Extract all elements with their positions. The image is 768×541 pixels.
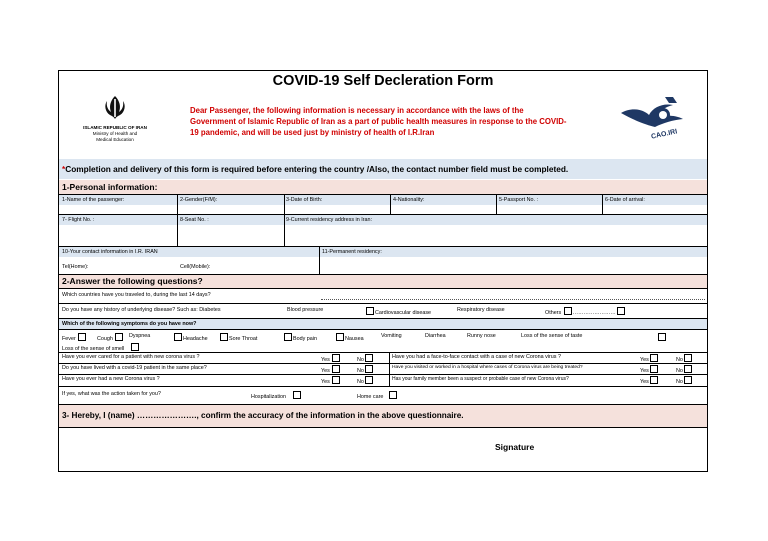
q-face-contact: Have you had a face-to-face contact with a case of new Corona virus ?: [392, 354, 561, 360]
checkbox[interactable]: [684, 365, 692, 373]
no-label: No: [676, 368, 683, 374]
symptom-vomiting[interactable]: [381, 333, 402, 339]
signature-label: Signature: [495, 442, 535, 452]
yes-option[interactable]: [321, 365, 341, 374]
checkbox[interactable]: [650, 376, 658, 384]
no-label: No: [357, 357, 364, 363]
symptom-label: Runny nose: [467, 333, 496, 339]
cell-divider: [177, 215, 178, 246]
checkbox[interactable]: [336, 333, 344, 341]
required-notice-band: [59, 159, 707, 179]
yes-option[interactable]: [640, 365, 659, 374]
checkbox[interactable]: [78, 333, 86, 341]
symptoms-header: Which of the following symptoms do you have now?: [62, 321, 197, 327]
cell-divider: [389, 353, 390, 387]
checkbox[interactable]: [332, 365, 340, 373]
yes-label: Yes: [321, 379, 330, 385]
disease-others[interactable]: [545, 307, 626, 316]
symptom-nausea[interactable]: [335, 333, 364, 342]
checkbox[interactable]: [332, 376, 340, 384]
section1-title: 1-Personal information:: [62, 182, 158, 192]
countries-answer-line[interactable]: [321, 299, 705, 300]
cell-divider: [284, 215, 285, 246]
no-label: No: [676, 357, 683, 363]
cao-label: CAO.IRI: [650, 128, 678, 141]
section2-title: 2-Answer the following questions?: [62, 276, 203, 286]
home-care-option[interactable]: [357, 391, 398, 400]
cell-divider: [602, 195, 603, 214]
symptom-fever[interactable]: [62, 333, 87, 342]
symptom-label: Loss of the sense of taste: [521, 333, 583, 339]
required-star: *: [62, 164, 66, 174]
cell-divider: [319, 247, 320, 274]
no-option[interactable]: [357, 376, 374, 385]
symptom-label: Cough: [97, 336, 113, 342]
checkbox[interactable]: [389, 391, 397, 399]
q-had-corona: Have you ever had a new Corona virus ?: [62, 376, 160, 382]
yes-option[interactable]: [321, 354, 341, 363]
contact-label: 10-Your contact information in I.R. IRAN: [62, 249, 158, 255]
flight-label: 7- Flight No. :: [62, 217, 95, 223]
checkbox[interactable]: [284, 333, 292, 341]
yes-label: Yes: [640, 368, 649, 374]
yes-label: Yes: [640, 357, 649, 363]
checkbox[interactable]: [617, 307, 625, 315]
checkbox[interactable]: [650, 354, 658, 362]
no-label: No: [676, 379, 683, 385]
cell-divider: [177, 195, 178, 214]
symptom-smell[interactable]: [62, 343, 140, 352]
emblem-line-3: Medical Education: [96, 137, 134, 142]
passenger-notice: Dear Passenger, the following information is necessary in accordance with the laws of the Government of Islamic Republic of Iran as a part of public health measures in response to the COVID-19 pandemic, and will be used just by ministry of health of I.R.Iran: [190, 106, 567, 137]
yes-option[interactable]: [321, 376, 341, 385]
checkbox[interactable]: [293, 391, 301, 399]
symptom-label: Sore Throat: [229, 336, 258, 342]
section2-band: [59, 275, 707, 288]
divider: [59, 386, 707, 387]
divider: [59, 352, 707, 353]
q-hospital: Have you visited or worked in a hospital where cases of Corona virus are being treated?: [392, 365, 583, 370]
nationality-label: 4-Nationality:: [393, 197, 425, 203]
symptom-taste[interactable]: [521, 333, 582, 339]
required-notice: [62, 164, 568, 174]
no-label: No: [357, 368, 364, 374]
home-care-label: Home care: [357, 394, 384, 400]
others-dots: ……………………: [572, 310, 616, 316]
section3-band: [59, 405, 707, 427]
address-label: 9-Current residency address in Iran:: [286, 217, 372, 223]
disease-label: Respiratory disease: [457, 307, 505, 313]
q-lived-patient: Do you have lived with a covid-19 patient in the same place?: [62, 365, 207, 371]
section1-band: [59, 180, 707, 194]
checkbox[interactable]: [365, 354, 373, 362]
hospitalization-label: Hospitalization: [251, 394, 287, 400]
disease-blood-pressure[interactable]: [287, 307, 323, 313]
yes-label: Yes: [321, 357, 330, 363]
checkbox[interactable]: [658, 333, 666, 341]
no-option[interactable]: [676, 354, 693, 363]
disease-label: Cardiovascular disease: [375, 310, 432, 316]
symptom-label: Body pain: [293, 336, 317, 342]
divider: [59, 288, 707, 289]
covid-form: [58, 70, 708, 472]
disease-cardiovascular[interactable]: [365, 307, 431, 316]
gender-label: 2-Gender(F/M):: [180, 197, 218, 203]
yes-label: Yes: [640, 379, 649, 385]
q-countries: Which countries have you traveled to, during the last 14 days?: [62, 292, 211, 298]
cell-divider: [496, 195, 497, 214]
no-option[interactable]: [357, 354, 374, 363]
symptom-sore-throat[interactable]: [219, 333, 257, 342]
checkbox[interactable]: [131, 343, 139, 351]
checkbox[interactable]: [366, 307, 374, 315]
symptom-label: Headache: [183, 336, 208, 342]
symptom-headache[interactable]: [173, 333, 208, 342]
symptom-label: Dyspnea: [129, 333, 151, 339]
no-option[interactable]: [357, 365, 374, 374]
symptom-runny-nose[interactable]: [467, 333, 496, 339]
checkbox[interactable]: [220, 333, 228, 341]
divider: [59, 329, 707, 330]
emblem-line-1: ISLAMIC REPUBLIC OF IRAN: [83, 125, 147, 130]
symptom-label: Nausea: [345, 336, 364, 342]
symptom-cough[interactable]: [97, 333, 124, 342]
cell-mobile-label: Cell(Mobile):: [180, 264, 211, 270]
checkbox[interactable]: [115, 333, 123, 341]
emblem-block: [75, 93, 155, 143]
row2-band: [59, 215, 707, 225]
symptom-label: Diarrhea: [425, 333, 446, 339]
yes-option[interactable]: [640, 354, 659, 363]
symptom-label: Vomiting: [381, 333, 402, 339]
cao-logo: [617, 93, 689, 143]
emblem-line-2: Ministry of Health and: [92, 131, 138, 136]
checkbox[interactable]: [365, 376, 373, 384]
no-option[interactable]: [676, 365, 693, 374]
checkbox[interactable]: [684, 354, 692, 362]
disease-respiratory[interactable]: [457, 307, 505, 313]
hospitalization-option[interactable]: [251, 391, 302, 400]
required-notice-text: Completion and delivery of this form is required before entering the country /Also, the contact number field must be completed.: [65, 164, 569, 174]
tel-home-label: Tel(Home):: [62, 264, 89, 270]
disease-label: Others: [545, 310, 562, 316]
checkbox[interactable]: [650, 365, 658, 373]
q-cared-patient: Have you ever cared for a patient with new corona virus ?: [62, 354, 200, 360]
no-option[interactable]: [676, 376, 693, 385]
seat-label: 8-Seat No. :: [180, 217, 209, 223]
divider: [59, 427, 707, 428]
name-label: 1-Name of the passenger:: [62, 197, 125, 203]
divider: [59, 303, 707, 304]
section3-text: 3- Hereby, I (name) …………………., confirm the accuracy of the information in the above questionnaire.: [62, 411, 464, 420]
divider: [59, 374, 707, 375]
checkbox[interactable]: [365, 365, 373, 373]
checkbox[interactable]: [174, 333, 182, 341]
checkbox[interactable]: [564, 307, 572, 315]
q-action: If yes, what was the action taken for you?: [62, 391, 161, 397]
checkbox[interactable]: [332, 354, 340, 362]
q-history: Do you have any history of underlying disease? Such as: Diabetes: [62, 307, 221, 313]
yes-option[interactable]: [640, 376, 659, 385]
dob-label: 3-Date of Birth:: [286, 197, 323, 203]
passport-label: 5-Passport No. :: [499, 197, 538, 203]
permanent-label: 11-Permanent residency:: [322, 249, 382, 255]
symptom-label: Fever: [62, 336, 76, 342]
symptom-diarrhea[interactable]: [425, 333, 446, 339]
arrival-label: 6-Date of arrival:: [605, 197, 645, 203]
symptom-label: Loss of the sense of smell: [62, 346, 125, 352]
symptom-body-pain[interactable]: [283, 333, 317, 342]
checkbox[interactable]: [684, 376, 692, 384]
disease-label: Blood pressure: [287, 307, 324, 313]
form-title: COVID-19 Self Decleration Form: [272, 73, 494, 89]
cell-divider: [390, 195, 391, 214]
iran-emblem-icon: [100, 93, 130, 123]
cell-divider: [284, 195, 285, 214]
yes-label: Yes: [321, 368, 330, 374]
q-family-member: Has your family member been a suspect or probable case of new Corona virus?: [392, 376, 569, 382]
symptom-dyspnea[interactable]: [129, 333, 150, 339]
symptoms-band: [59, 319, 707, 329]
divider: [59, 363, 707, 364]
symptom-taste-check[interactable]: [657, 333, 667, 342]
no-label: No: [357, 379, 364, 385]
